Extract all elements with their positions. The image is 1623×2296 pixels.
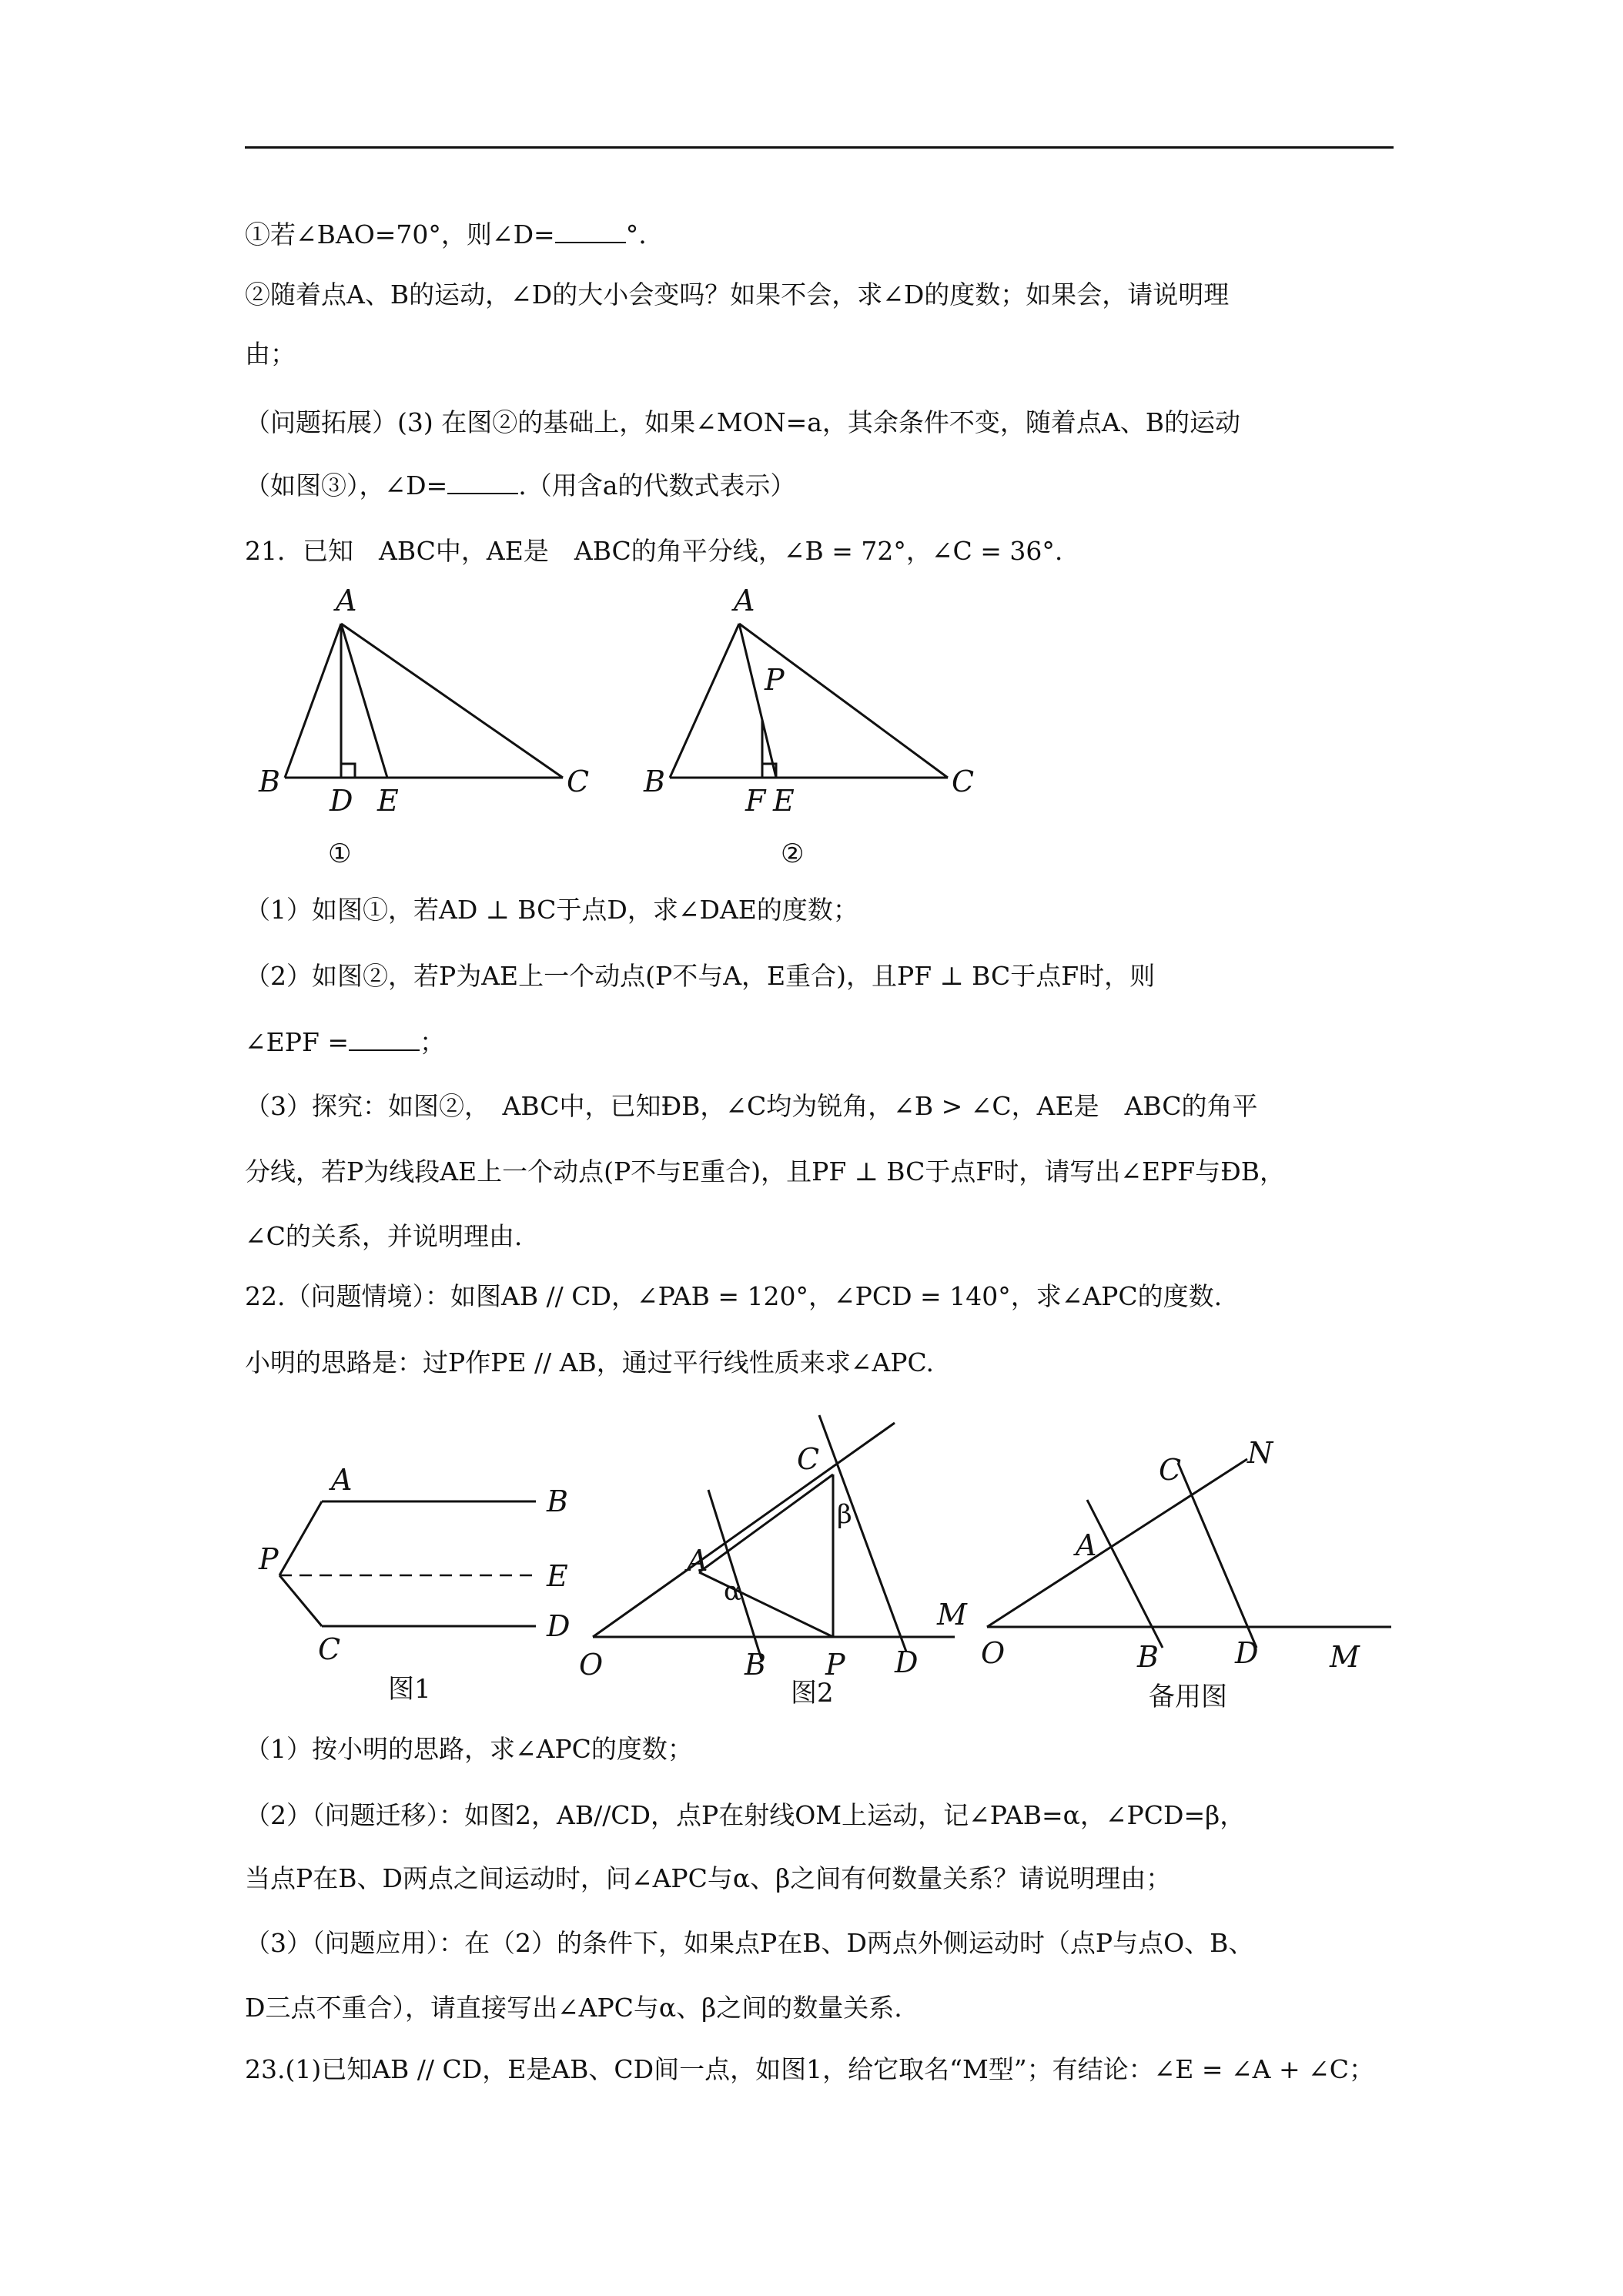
text-line: 小明的思路是：过P作PE // AB，通过平行线性质来求∠APC. — [245, 1347, 935, 1377]
question-21-part-3: （3）探究：如图②， ABC中，已知ÐB，∠C均为锐角，∠B > ∠C，AE是 ABC的角平 — [245, 1091, 1258, 1121]
header-rule — [245, 146, 1394, 149]
answer-blank — [555, 219, 626, 243]
label-C: C — [797, 1442, 820, 1476]
label-D: D — [547, 1609, 571, 1643]
figure-22-2 — [579, 1401, 979, 1725]
text-line: 分线，若P为线段AE上一个动点(P不与E重合)，且PF ⊥ BC于点F时，请写出∠EPF与ÐB， — [245, 1156, 1286, 1186]
question-21-part-1: （1）如图①，若AD ⊥ BC于点D，求∠DAE的度数； — [245, 895, 858, 925]
label-C: C — [1159, 1453, 1182, 1487]
text-line: ②随着点A、B的运动，∠D的大小会变吗？如果不会，求∠D的度数；如果会，请说明理 — [245, 279, 1230, 310]
figure-21-1 — [245, 576, 645, 884]
label-B: B — [1137, 1640, 1159, 1674]
label-A: A — [1076, 1528, 1097, 1562]
answer-blank — [447, 470, 518, 494]
label-P: P — [765, 663, 785, 697]
label-B: B — [745, 1648, 766, 1682]
figure-caption: 图1 — [388, 1674, 431, 1705]
text-line: （问题拓展）(3) 在图②的基础上，如果∠MON=a，其余条件不变，随着点A、B的运动 — [245, 407, 1241, 437]
text-line: （如图③），∠D= .（用含a的代数式表示） — [245, 470, 796, 500]
label-A: A — [734, 584, 755, 618]
label-P: P — [259, 1542, 279, 1576]
text-line: D三点不重合），请直接写出∠APC与α、β之间的数量关系. — [245, 1993, 902, 2023]
label-D: D — [895, 1645, 919, 1679]
figure-caption: 图2 — [791, 1678, 834, 1709]
question-21-part-2: （2）如图②，若P为AE上一个动点(P不与A，E重合)，且PF ⊥ BC于点F时，则 — [245, 961, 1156, 991]
label-M: M — [937, 1598, 967, 1632]
label-O: O — [579, 1648, 604, 1682]
label-D: D — [330, 784, 353, 818]
label-P: P — [825, 1648, 845, 1682]
figure-22-spare — [972, 1401, 1403, 1725]
label-C: C — [952, 765, 975, 798]
figure-21-2 — [630, 576, 1030, 884]
label-E: E — [377, 784, 399, 818]
figure-caption: 备用图 — [1149, 1682, 1227, 1712]
label-A: A — [687, 1544, 708, 1578]
label-B: B — [547, 1484, 568, 1518]
question-23-stem: 23.(1)已知AB // CD，E是AB、CD间一点，如图1，给它取名“M型”；有结论：∠E = ∠A + ∠C； — [245, 2054, 1375, 2084]
label-A: A — [331, 1463, 353, 1497]
label-F: F — [745, 784, 766, 818]
label-C: C — [318, 1632, 341, 1666]
question-21-stem: 21．已知 ABC中，AE是 ABC的角平分线，∠B = 72°，∠C = 36°. — [245, 536, 1063, 566]
text-line: ∠EPF = ； — [245, 1027, 445, 1057]
label-B: B — [259, 765, 280, 798]
question-22-part-3: （3）（问题应用）：在（2）的条件下，如果点P在B、D两点外侧运动时（点P与点O、B、 — [245, 1928, 1254, 1958]
text-line: 当点P在B、D两点之间运动时，问∠APC与α、β之间有何数量关系？请说明理由； — [245, 1863, 1172, 1893]
text-line: 由； — [245, 339, 296, 369]
label-E: E — [773, 784, 795, 818]
label-N: N — [1247, 1436, 1273, 1470]
figure-caption: ① — [328, 838, 352, 869]
label-M: M — [1330, 1640, 1360, 1674]
text-line: ①若∠BAO=70°，则∠D= °. — [245, 219, 647, 249]
angle-alpha: α — [724, 1576, 741, 1607]
label-O: O — [981, 1636, 1006, 1670]
angle-beta: β — [837, 1499, 852, 1530]
answer-blank — [349, 1026, 420, 1051]
question-22-stem: 22.（问题情境）：如图AB // CD，∠PAB = 120°，∠PCD = 140°，求∠APC的度数. — [245, 1281, 1223, 1311]
label-D: D — [1235, 1636, 1259, 1670]
label-C: C — [567, 765, 590, 798]
question-22-part-1: （1）按小明的思路，求∠APC的度数； — [245, 1734, 693, 1764]
figure-caption: ② — [781, 838, 805, 869]
label-E: E — [547, 1559, 568, 1593]
text-line: ∠C的关系，并说明理由. — [245, 1221, 523, 1251]
label-B: B — [644, 765, 665, 798]
figure-22-1 — [245, 1401, 599, 1725]
label-A: A — [336, 584, 357, 618]
question-22-part-2: （2）（问题迁移）：如图2，AB//CD，点P在射线OM上运动，记∠PAB=α，∠PCD=β， — [245, 1800, 1246, 1830]
